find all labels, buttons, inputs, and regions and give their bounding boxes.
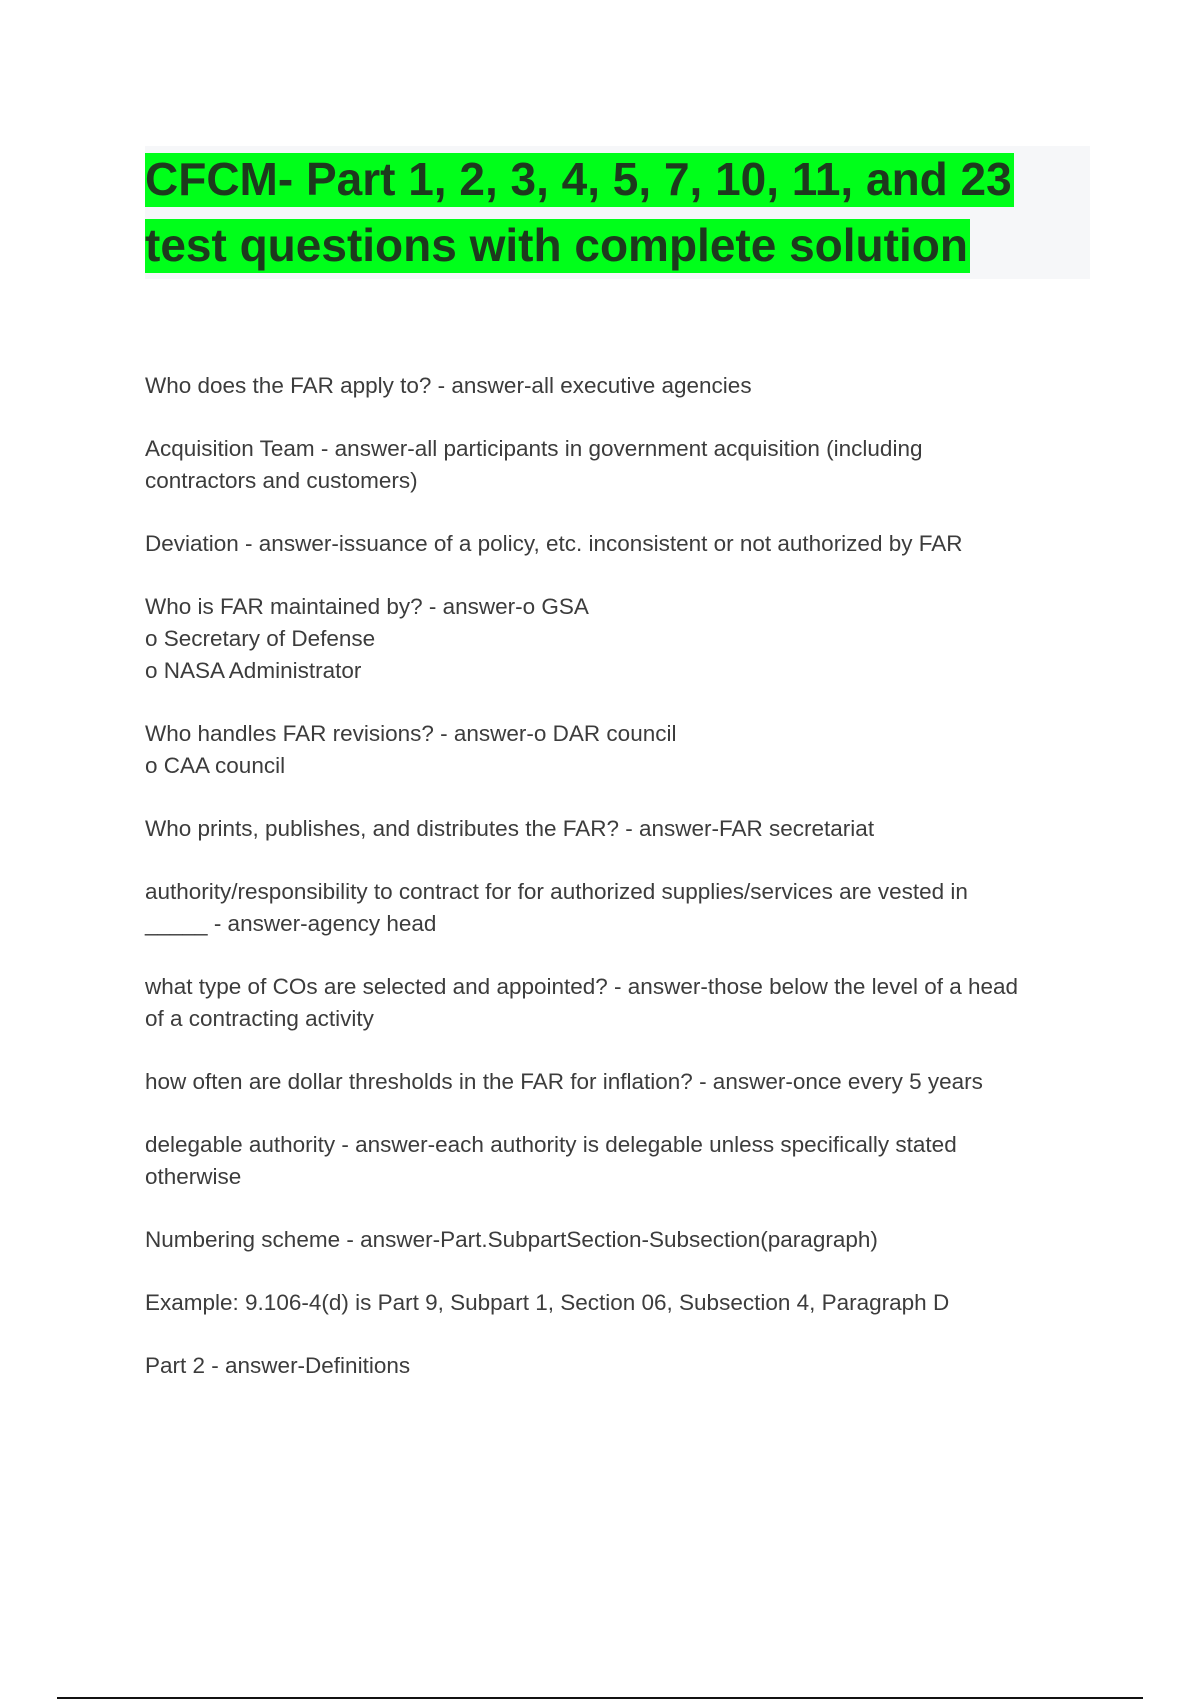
qa-item — [145, 1287, 1095, 1319]
qa-line: of a contracting activity — [145, 1006, 374, 1031]
qa-line: o CAA council — [145, 753, 286, 778]
qa-line: Who prints, publishes, and distributes the FAR? - answer-FAR secretariat — [145, 816, 875, 841]
qa-line: delegable authority - answer-each authority is delegable unless specifically stated — [145, 1132, 957, 1157]
qa-line: authority/responsibility to contract for for authorized supplies/services are vested in — [145, 879, 968, 904]
qa-line: Who handles FAR revisions? - answer-o DAR council — [145, 721, 677, 746]
qa-list — [145, 370, 1095, 1413]
qa-item — [145, 971, 1095, 1035]
qa-line: otherwise — [145, 1164, 242, 1189]
qa-line: _____ - answer-agency head — [145, 911, 437, 936]
title-line-2: test questions with complete solution — [145, 219, 968, 271]
qa-item — [145, 1224, 1095, 1256]
qa-item — [145, 433, 1095, 497]
qa-item — [145, 1066, 1095, 1098]
qa-item — [145, 528, 1095, 560]
qa-item — [145, 813, 1095, 845]
document-title — [145, 146, 1090, 278]
qa-line: what type of COs are selected and appointed? - answer-those below the level of a head — [145, 974, 1019, 999]
title-block — [145, 146, 1090, 279]
qa-item — [145, 718, 1095, 782]
qa-line: o NASA Administrator — [145, 658, 362, 683]
title-line-1: CFCM- Part 1, 2, 3, 4, 5, 7, 10, 11, and 23 — [145, 153, 1012, 205]
qa-item — [145, 876, 1095, 940]
qa-line: Example: 9.106-4(d) is Part 9, Subpart 1, Section 06, Subsection 4, Paragraph D — [145, 1290, 950, 1315]
qa-item — [145, 1129, 1095, 1193]
qa-line: Acquisition Team - answer-all participants in government acquisition (including — [145, 436, 923, 461]
qa-item — [145, 591, 1095, 687]
qa-line: Deviation - answer-issuance of a policy, etc. inconsistent or not authorized by FAR — [145, 531, 963, 556]
qa-line: o Secretary of Defense — [145, 626, 376, 651]
qa-line: Numbering scheme - answer-Part.SubpartSection-Subsection(paragraph) — [145, 1227, 878, 1252]
qa-line: how often are dollar thresholds in the FAR for inflation? - answer-once every 5 years — [145, 1069, 983, 1094]
qa-line: Part 2 - answer-Definitions — [145, 1353, 411, 1378]
qa-line: Who does the FAR apply to? - answer-all executive agencies — [145, 373, 752, 398]
qa-line: contractors and customers) — [145, 468, 418, 493]
qa-item — [145, 1350, 1095, 1382]
footer-divider — [57, 1697, 1143, 1699]
qa-item — [145, 370, 1095, 402]
qa-line: Who is FAR maintained by? - answer-o GSA — [145, 594, 589, 619]
